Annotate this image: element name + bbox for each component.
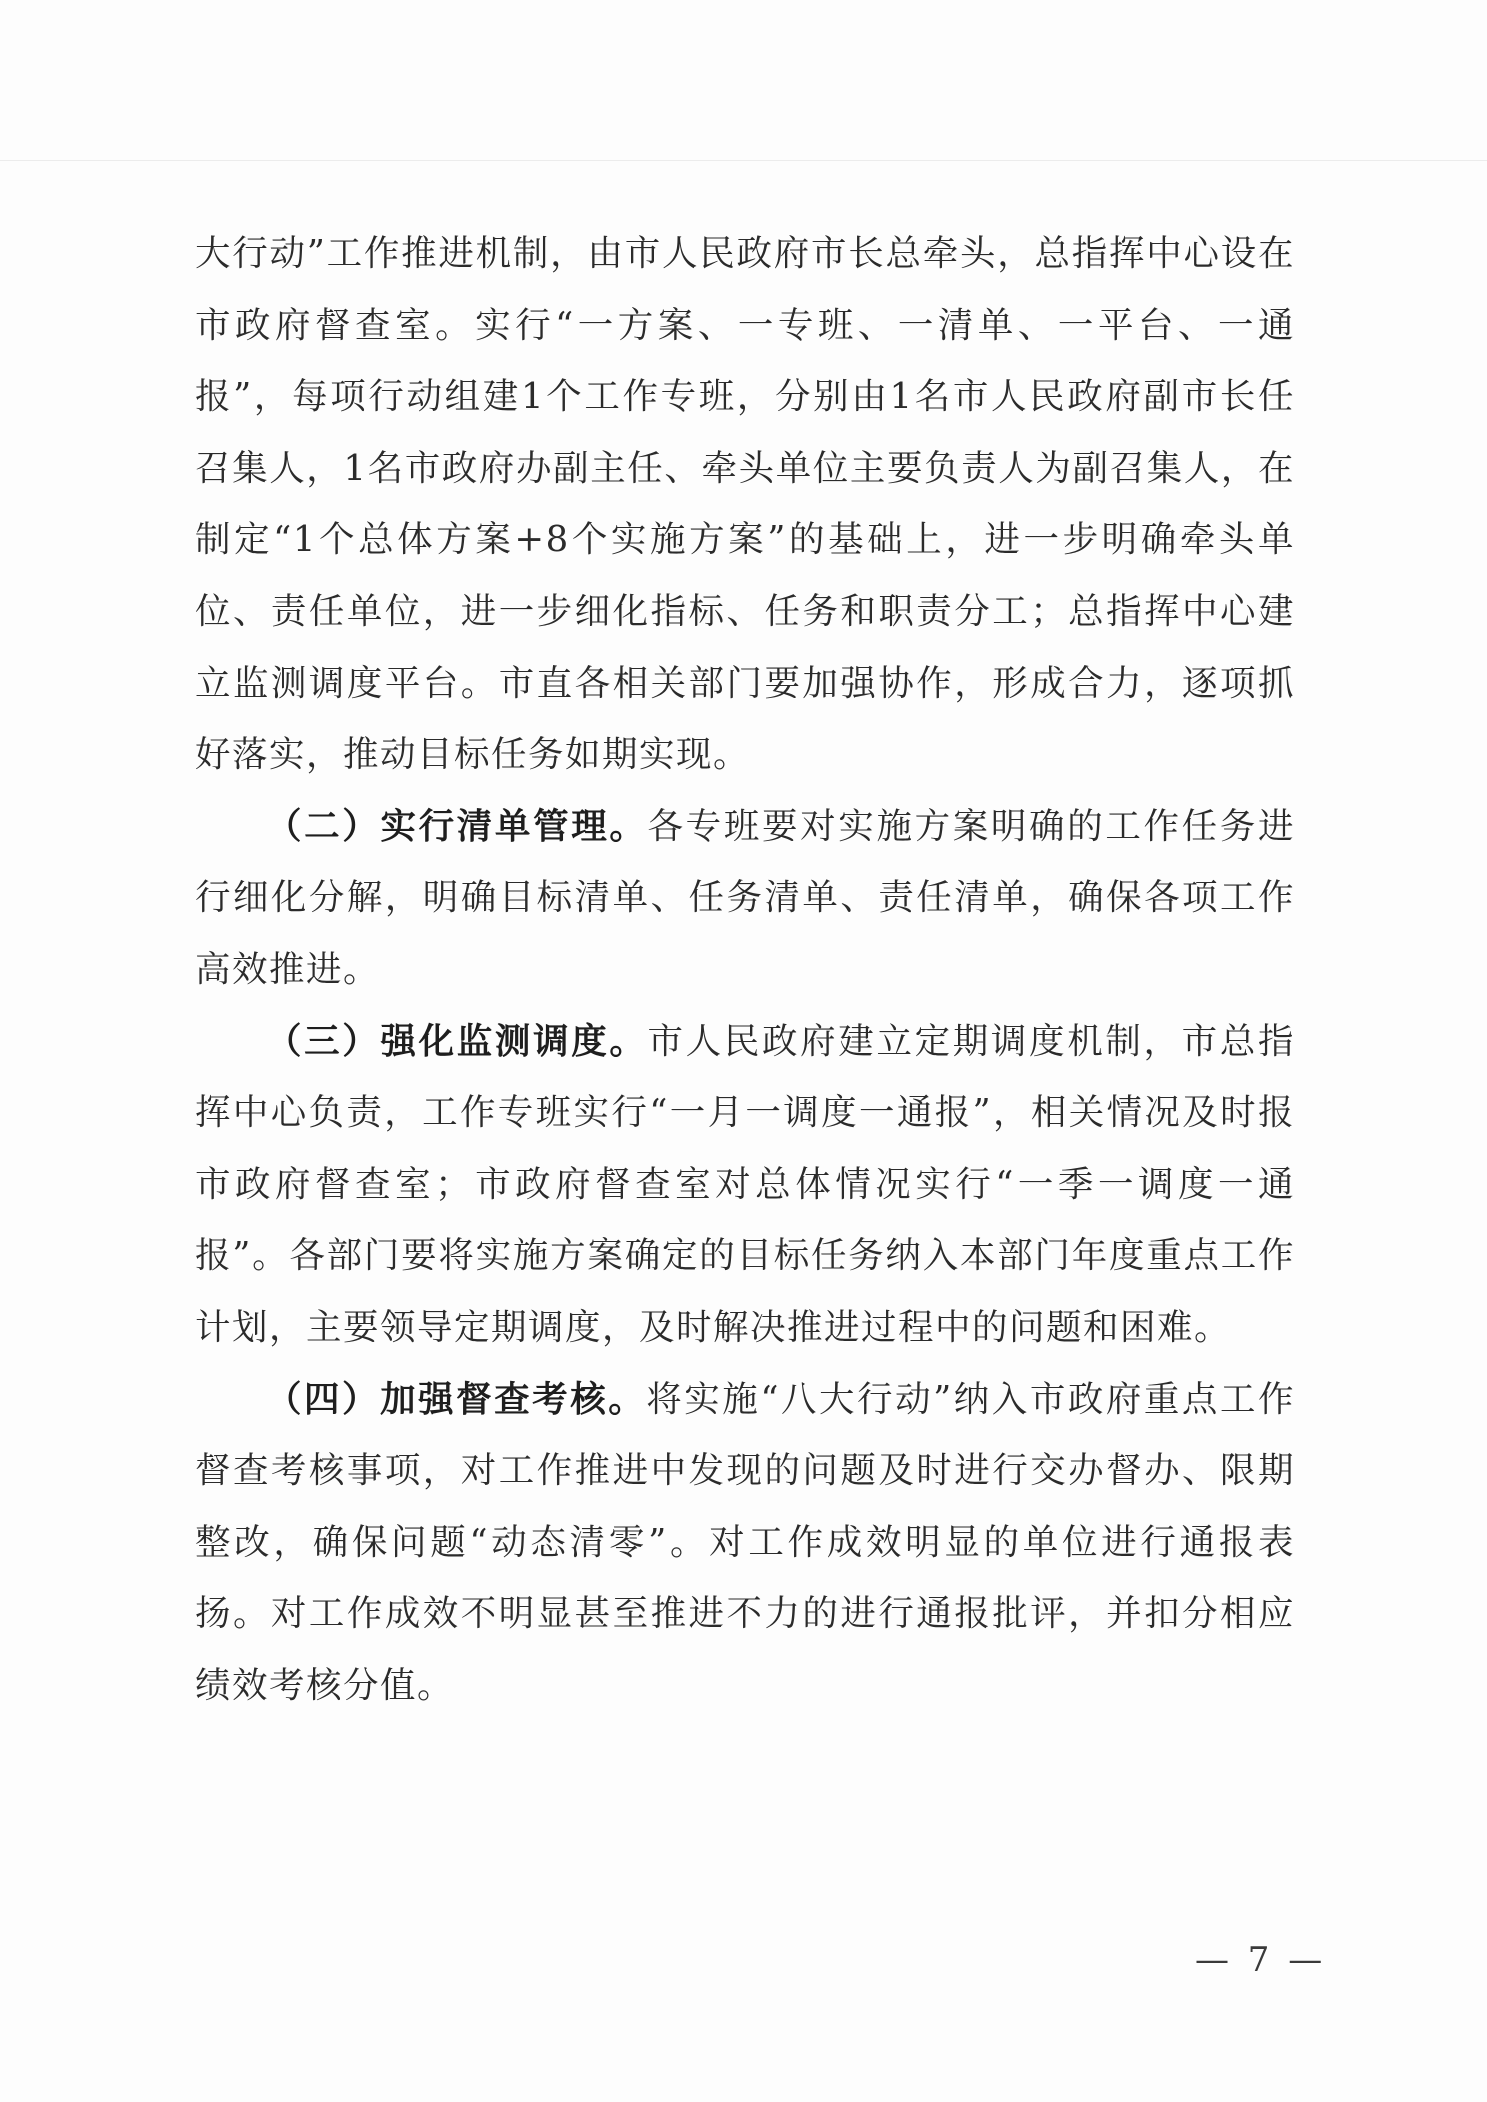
paragraph-text: 市人民政府建立定期调度机制，市总指挥中心负责，工作专班实行“一月一调度一通报”，相关情况及时报市政府督查室；市政府督查室对总体情况实行“一季一调度一通报”。各部门要将实施方案确定的目标任务纳入本部门年度重点工作计划，主要领导定期调度，及时解决推进过程中的问题和困难。 [195,1020,1295,1348]
scan-edge-line [0,160,1487,161]
section-heading: （四）加强督查考核。 [266,1378,647,1420]
page-number: — 7 — [1195,1940,1327,1980]
paragraph-text: 将实施“八大行动”纳入市政府重点工作督查考核事项，对工作推进中发现的问题及时进行交办督办、限期整改，确保问题“动态清零”。对工作成效明显的单位进行通报表扬。对工作成效不明显甚至推进不力的进行通报批评，并扣分相应绩效考核分值。 [195,1378,1295,1706]
paragraph-section-3 [195,1006,1295,1364]
paragraph-section-2 [195,791,1295,1006]
section-heading: （三）强化监测调度。 [266,1020,648,1062]
paragraph-text: 各专班要对实施方案明确的工作任务进行细化分解，明确目标清单、任务清单、责任清单，确保各项工作高效推进。 [195,805,1295,990]
section-heading: （二）实行清单管理。 [266,805,648,847]
paragraph-text: 大行动”工作推进机制，由市人民政府市长总牵头，总指挥中心设在市政府督查室。实行“一方案、一专班、一清单、一平台、一通报”，每项行动组建1个工作专班，分别由1名市人民政府副市长任召集人，1名市政府办副主任、牵头单位主要负责人为副召集人，在制定“1个总体方案+8个实施方案”的基础上，进一步明确牵头单位、责任单位，进一步细化指标、任务和职责分工；总指挥中心建立监测调度平台。市直各相关部门要加强协作，形成合力，逐项抓好落实，推动目标任务如期实现。 [195,233,1295,776]
document-body [195,218,1295,1721]
paragraph-section-4 [195,1364,1295,1722]
paragraph-continued [195,218,1295,791]
